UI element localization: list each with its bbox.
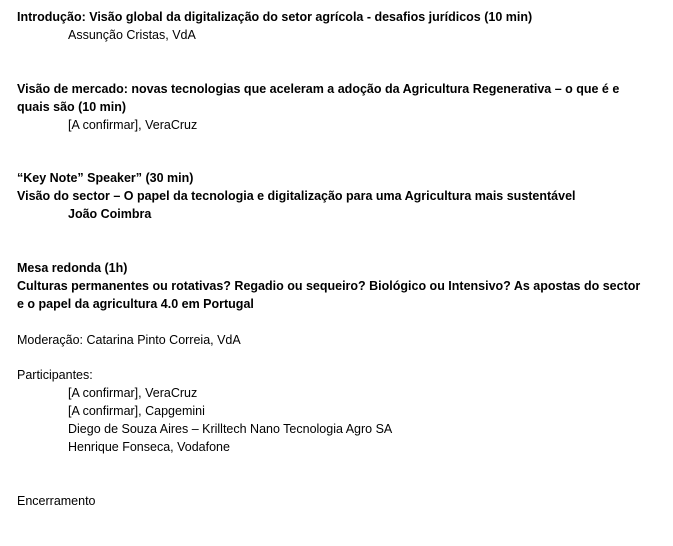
keynote-title: “Key Note” Speaker” (30 min) [17, 171, 194, 185]
participant-item: [A confirmar], VeraCruz [68, 386, 198, 400]
market-section [17, 80, 647, 134]
roundtable-subtitle: Culturas permanentes ou rotativas? Regadio ou sequeiro? Biológico ou Intensivo? As apostas do sector e o papel da agricultura 4.0 em Portugal [17, 279, 644, 311]
intro-section [17, 8, 647, 44]
roundtable-section [17, 259, 647, 313]
participant-item: [A confirmar], Capgemini [68, 404, 205, 418]
participants-section [17, 366, 647, 456]
participant-item: Diego de Souza Aires – Krilltech Nano Tecnologia Agro SA [68, 422, 393, 436]
participants-label: Participantes: [17, 368, 93, 382]
closing-text: Encerramento [17, 494, 96, 508]
keynote-subtitle: Visão do sector – O papel da tecnologia e digitalização para uma Agricultura mais sustentável [17, 189, 576, 203]
moderation-line [17, 331, 647, 349]
keynote-speaker: João Coimbra [68, 207, 152, 221]
market-speaker: [A confirmar], VeraCruz [68, 118, 198, 132]
closing-line [17, 492, 647, 510]
moderation-text: Moderação: Catarina Pinto Correia, VdA [17, 333, 241, 347]
intro-title: Introdução: Visão global da digitalização do setor agrícola - desafios jurídicos (10 min) [17, 10, 533, 24]
intro-speaker: Assunção Cristas, VdA [68, 28, 196, 42]
market-title: Visão de mercado: novas tecnologias que aceleram a adoção da Agricultura Regenerativa – o que é e quais são (10 min) [17, 82, 623, 114]
participant-item: Henrique Fonseca, Vodafone [68, 440, 230, 454]
roundtable-title: Mesa redonda (1h) [17, 261, 128, 275]
keynote-section [17, 169, 647, 223]
